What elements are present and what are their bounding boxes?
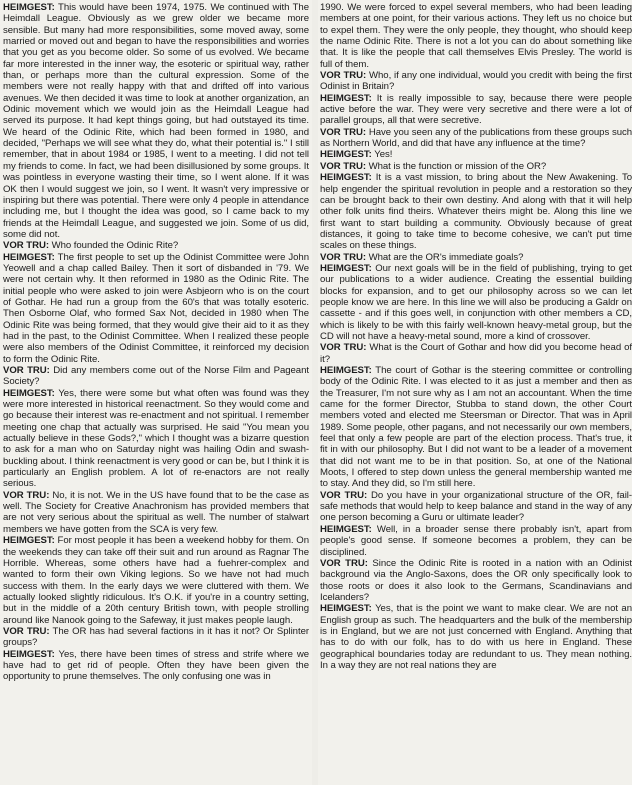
paragraph-text: Who founded the Odinic Rite? <box>48 240 179 252</box>
paragraph-text: Yes, there were some but what often was found was they were more interested in historical reenactment. So they would come and go because their interest was re-enactment and not spiritual. I remember meeting one chap that actually was surprised. He said "You mean you actually believe in these Gods?," which I thought was a bizarre question to ask for a man who on Saturday night was hailing Odin and swash-buckling about. I think reenactment is very good or can be, but I think it is particularly an English problem. A lot of re-enactors are not really serious. <box>3 387 309 490</box>
speaker-label: VOR TRU: <box>320 126 367 138</box>
paragraph-text: For most people it has been a weekend hobby for them. On the weekends they can take off their suit and run around as Ragnar The Horrible. Whereas, some others have had a fuehrer-complex and wanted to form their own Viking legions. So we have not had much success with them. In the early days we were cluttered with them. We actually looked slightly ridiculous. It's O.K. if you're in a country setting, but in the middle of a 20th century British town, with people strolling around like Nanook going to the Safeway, it just makes people laugh. <box>3 535 309 626</box>
interview-paragraph <box>320 149 632 160</box>
interview-paragraph <box>320 342 632 365</box>
paragraph-text: Yes, that is the point we want to make clear. We are not an English group as such. The headquarters and the bulk of the membership is in England, but we are not just concerned with England. Anything that has to do with our folk, has to do with us here in England. These geographical boundaries today are redundant to us. They mean nothing. In a way they are not real nations they are <box>320 603 632 671</box>
interview-paragraph <box>320 161 632 172</box>
paragraph-text: Yes! <box>371 149 393 161</box>
interview-paragraph <box>320 93 632 127</box>
interview-paragraph <box>3 252 309 365</box>
interview-paragraph <box>3 649 309 683</box>
speaker-label: HEIMGEST: <box>3 387 55 399</box>
speaker-label: VOR TRU: <box>320 342 367 354</box>
interview-paragraph <box>320 70 632 93</box>
paragraph-text: Yes, there have been times of stress and strife where we have had to get rid of people. Often they have been given the opportunity to prune themselves. The only confusing one was in <box>3 648 309 683</box>
speaker-label: VOR TRU: <box>3 625 50 637</box>
interview-paragraph <box>320 524 632 558</box>
speaker-label: HEIMGEST: <box>320 365 372 376</box>
interview-paragraph <box>3 626 309 649</box>
paragraph-text: It is a vast mission, to bring about the New Awakening. To help engender the spiritual revolution in people and a restoration so they can be brought back to their own destiny. And along with that it will help other folk units find theirs. Whatever theirs might be. Along this line we first want to start building a community. Obviously because of great distances, it going to take time to become cohesive, we can't put time scales on these things. <box>320 172 632 252</box>
paragraph-text: It is really impossible to say, because there were people active before the war. They were very secretive and there were a lot of parallel groups, all that were secretive. <box>320 92 632 127</box>
speaker-label: HEIMGEST: <box>3 535 55 547</box>
right-column <box>320 2 632 671</box>
paragraph-text: Our next goals will be in the field of publishing, trying to get our publications to a wider audience. Creating the essential building blocks for expansion, and to get our philosophy across so we can let people know we are here. In this line we will also be producing a Galdr on cassette - and if this goes well, in conjunction with other members a CD, which is likely to be with this fairly well-known heavy-metal group, but the CD will not have a heavy-metal sound, more a kind of crossover. <box>320 262 632 342</box>
interview-paragraph <box>320 172 632 251</box>
interview-paragraph <box>320 263 632 342</box>
speaker-label: VOR TRU: <box>320 251 366 263</box>
paragraph-text: Did any members come out of the Norse Film and Pageant Society? <box>3 365 309 388</box>
speaker-label: HEIMGEST: <box>320 92 372 104</box>
paragraph-text: The OR has had several factions in it has it not? Or Splinter groups? <box>3 625 309 649</box>
paragraph-text: Well, in a broader sense there probably isn't, apart from people's good sense. If someone becomes a problem, they can be disciplined. <box>320 523 632 558</box>
speaker-label: VOR TRU: <box>3 489 50 501</box>
paragraph-text: 1990. We were forced to expel several members, who had been leading members at one point, for their various actions. They left us no choice but to expel them. They were the only people, they thought, who should keep the name Odinic Rite. There is not a lot you can do about something like that. It is like the people that call themselves Elvis Presley. The world is full of them. <box>320 2 632 70</box>
speaker-label: HEIMGEST: <box>3 648 55 660</box>
speaker-label: HEIMGEST: <box>3 251 55 263</box>
interview-paragraph <box>3 365 309 388</box>
speaker-label: HEIMGEST: <box>3 2 55 13</box>
paragraph-text: Since the Odinic Rite is rooted in a nation with an Odinist background via the Anglo-Saxons, does the OR only specifically look to those roots or does it also look to the Germans, Scandinavians and Icelanders? <box>320 557 632 603</box>
speaker-label: HEIMGEST: <box>320 603 372 615</box>
speaker-label: VOR TRU: <box>320 160 366 172</box>
interview-paragraph <box>3 535 309 626</box>
interview-paragraph <box>320 252 632 263</box>
speaker-label: HEIMGEST: <box>320 523 372 535</box>
interview-paragraph <box>320 127 632 150</box>
paragraph-text: What is the function or mission of the OR? <box>365 160 547 172</box>
interview-paragraph <box>320 365 632 490</box>
paragraph-text: Have you seen any of the publications from these groups such as Northern World, and did that have any influence at the time? <box>320 126 632 150</box>
speaker-label: VOR TRU: <box>3 240 49 252</box>
speaker-label: VOR TRU: <box>320 489 368 501</box>
interview-paragraph <box>320 2 632 70</box>
paragraph-text: The court of Gothar is the steering committee or controlling body of the Odinic Rite. I was elected to it as just a member and then as the Treasurer, I'm not sure why as I am not an accountant. When the time came for the former Director, Stubba to stand down, the other Court members voted and elected me Steersman or Director. That was in April 1989. Some people, other pagans, and not necessarily our own members, feel that only a few people are part of the election process. That's true, it fit in with our philosophy. But I did not want to be a leader of a movement that did not want me to be in that position. So, at one of the National Moots, I offered to step down unless the general membership wanted me to stay. And they did, so I'm still here. <box>320 365 632 490</box>
interview-paragraph <box>320 603 632 671</box>
speaker-label: HEIMGEST: <box>320 262 372 274</box>
interview-paragraph <box>3 2 309 240</box>
interview-paragraph <box>320 490 632 524</box>
interview-paragraph <box>320 558 632 603</box>
paragraph-text: What is the Court of Gothar and how did you become head of it? <box>320 342 632 365</box>
speaker-label: HEIMGEST: <box>320 149 372 161</box>
speaker-label: HEIMGEST: <box>320 172 372 184</box>
paragraph-text: What are the OR's immediate goals? <box>365 251 524 263</box>
paragraph-text: Do you have in your organizational structure of the OR, fail-safe methods that would help to keep balance and stand in the way of any one person becoming a Guru or ultimate leader? <box>320 489 632 524</box>
speaker-label: VOR TRU: <box>320 70 367 82</box>
interview-paragraph <box>3 240 309 251</box>
speaker-label: VOR TRU: <box>320 557 368 569</box>
left-column <box>3 2 309 683</box>
paragraph-text: This would have been 1974, 1975. We continued with The Heimdall League. Obviously as we grew older we became more sensible. But many had more responsibilities, some moved away, some married or moved out and began to have the responsibilities and worries that you get as you become older. So some of us evolved. We became far more interested in the inner way, the esoteric or spiritual way, rather than, or perhaps more than the cultural expression. Some of the members were not really happy with that and drifted off into various avenues. We then decided it was time to look at another organization, an Odinic movement which we would join as the Heimdall League had served its purpose. It had kept things going, but had outstayed its time. We heard of the Odinic Rite, which had been formed in 1980, and decided, "Perhaps we will see what they do, what their potential is." I still remember, that in about 1984 or 1985, I went to a meeting. I did not tell my friends to come. In fact, we had been disillusioned by some groups. It was pointless in everyone wasting their time, so I went alone. If it was OK then I would suggest we join, so I went. It wasn't very impressive or inspiring but there was potential. There were only 4 people in attendance including me, but I thought the idea was good, so I came back to my friends at the Heimdall League, and suggested we join. Some of us did, some did not. <box>3 2 309 240</box>
interview-paragraph <box>3 388 309 490</box>
paragraph-text: No, it is not. We in the US have found that to be the case as well. The Society for Creative Anachronism has provided members that are not very serious about the spiritual as well. The number of stalwart members we have gotten from the SCA is very few. <box>3 489 309 535</box>
column-gutter <box>312 0 318 785</box>
interview-paragraph <box>3 490 309 535</box>
speaker-label: VOR TRU: <box>3 365 50 376</box>
paragraph-text: Who, if any one individual, would you credit with being the first Odinist in Britain? <box>320 70 632 93</box>
paragraph-text: The first people to set up the Odinist Committee were John Yeowell and a chap called Bailey. Then it sort of disbanded in '79. We were not certain why. It then reformed in 1980 as the Odinic Rite. The initial people who were asked to join were Asbjeorn who is on the court of Gothar. He had run a group from the 60's that was totally esoteric. Then Osborne Olaf, who formed Sax Not, decided in 1980 when The Odinic Rite was being formed, that they would give their aid to it as they had in the past, to the Odinist Committee. When I realized these people were also members of the Odinist Committee, it reinforced my decision to form the Odinic Rite. <box>3 251 309 365</box>
